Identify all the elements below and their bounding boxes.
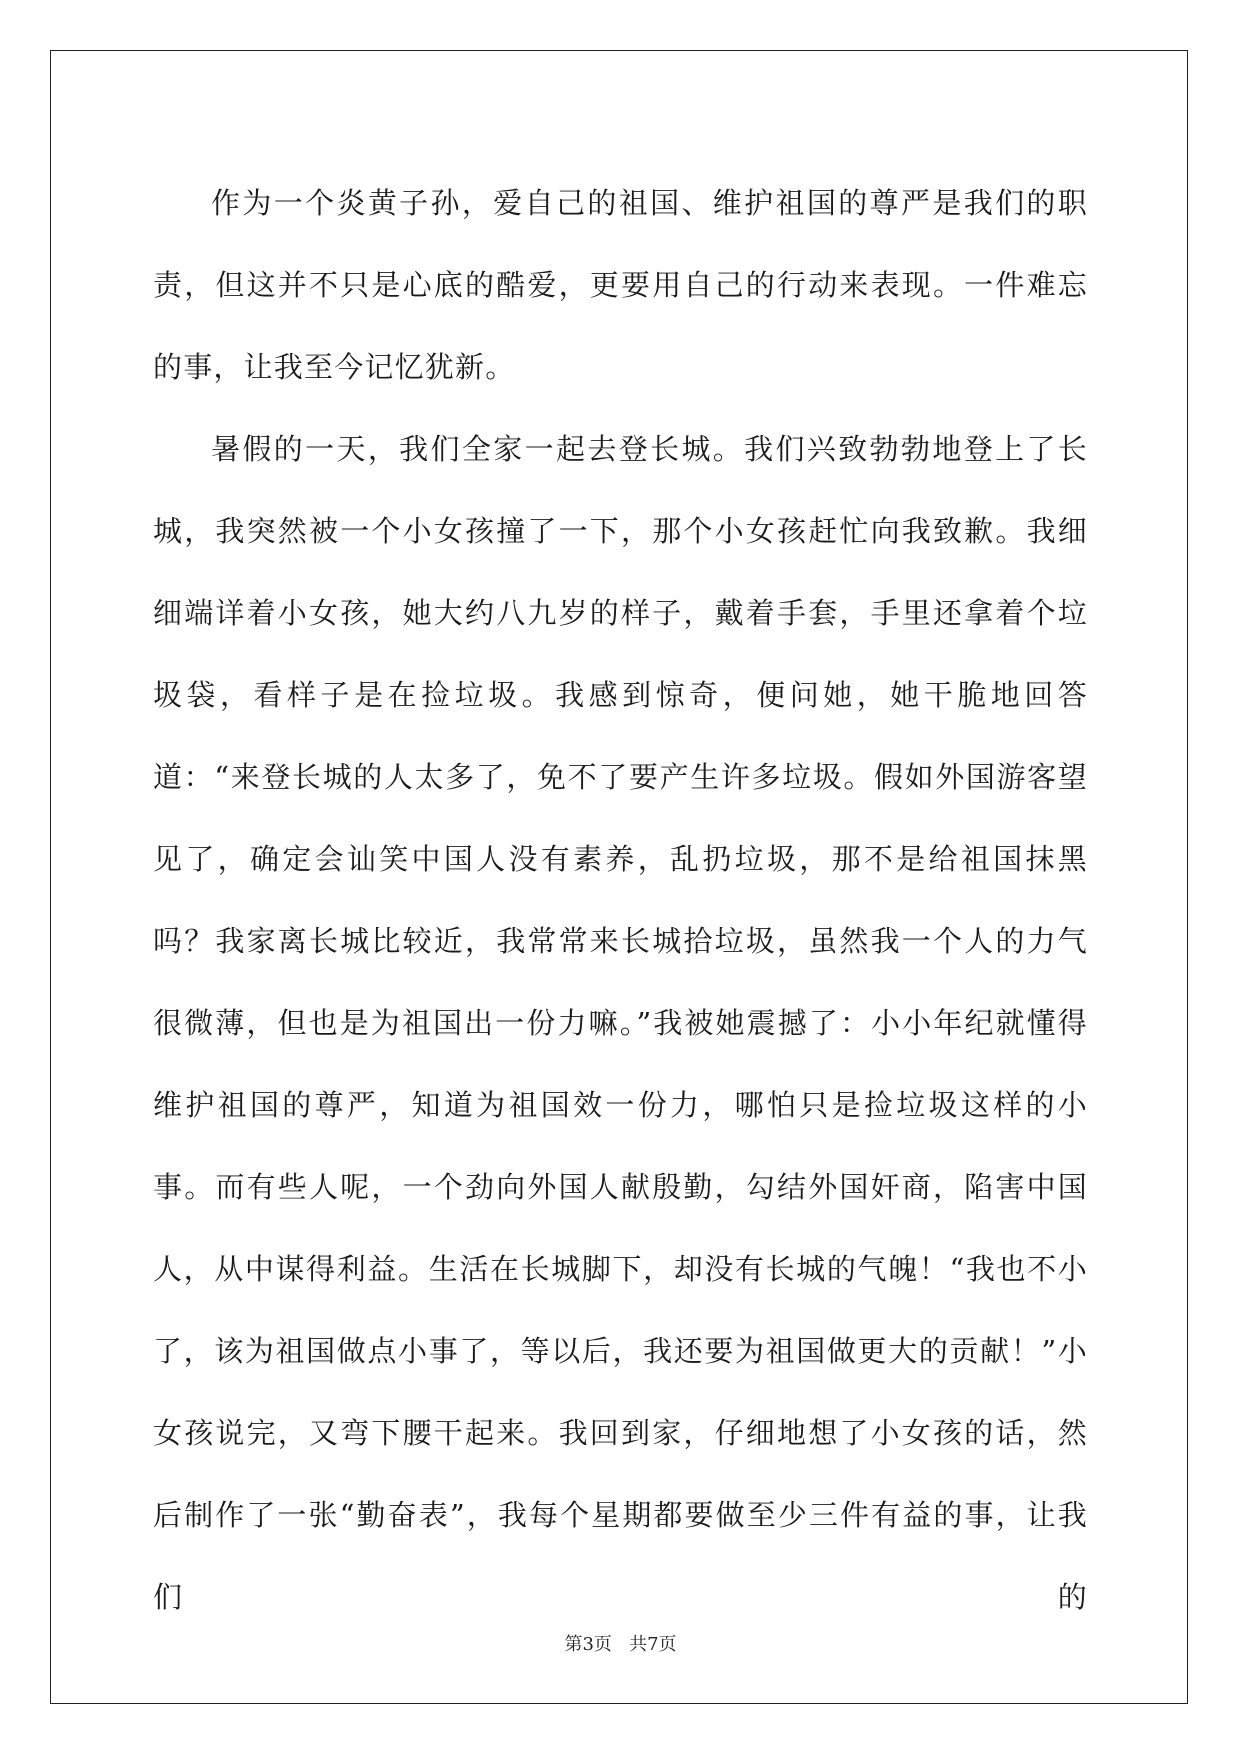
paragraph-2: 暑假的一天，我们全家一起去登长城。我们兴致勃勃地登上了长城，我突然被一个小女孩撞了一下，那个小女孩赶忙向我致歉。我细细端详着小女孩，她大约八九岁的样子，戴着手套，手里还拿着个垃圾袋，看样子是在捡垃圾。我感到惊奇，便问她，她干脆地回答道：“来登长城的人太多了，免不了要产生许多垃圾。假如外国游客望见了，确定会讪笑中国人没有素养，乱扔垃圾，那不是给祖国抹黑吗？我家离长城比较近，我常常来长城拾垃圾，虽然我一个人的力气很微薄，但也是为祖国出一份力嘛。”我被她震撼了：小小年纪就懂得维护祖国的尊严，知道为祖国效一份力，哪怕只是捡垃圾这样的小事。而有些人呢，一个劲向外国人献殷勤，勾结外国奸商，陷害中国人，从中谋得利益。生活在长城脚下，却没有长城的气魄！“我也不小了，该为祖国做点小事了，等以后，我还要为祖国做更大的贡献！”小女孩说完，又弯下腰干起来。我回到家，仔细地想了小女孩的话，然后制作了一张“勤奋表”，我每个星期都要做至少三件有益的事，让我们的 (153, 432, 1088, 1614)
page-footer (0, 1630, 1241, 1656)
paragraph-1: 作为一个炎黄子孙，爱自己的祖国、维护祖国的尊严是我们的职责，但这并不只是心底的酷爱，更要用自己的行动来表现。一件难忘的事，让我至今记忆犹新。 (153, 186, 1088, 384)
footer-separator (612, 1634, 629, 1655)
page-number: 第3页 (564, 1634, 612, 1655)
document-body (153, 162, 1088, 1638)
page-total: 共7页 (629, 1634, 677, 1655)
